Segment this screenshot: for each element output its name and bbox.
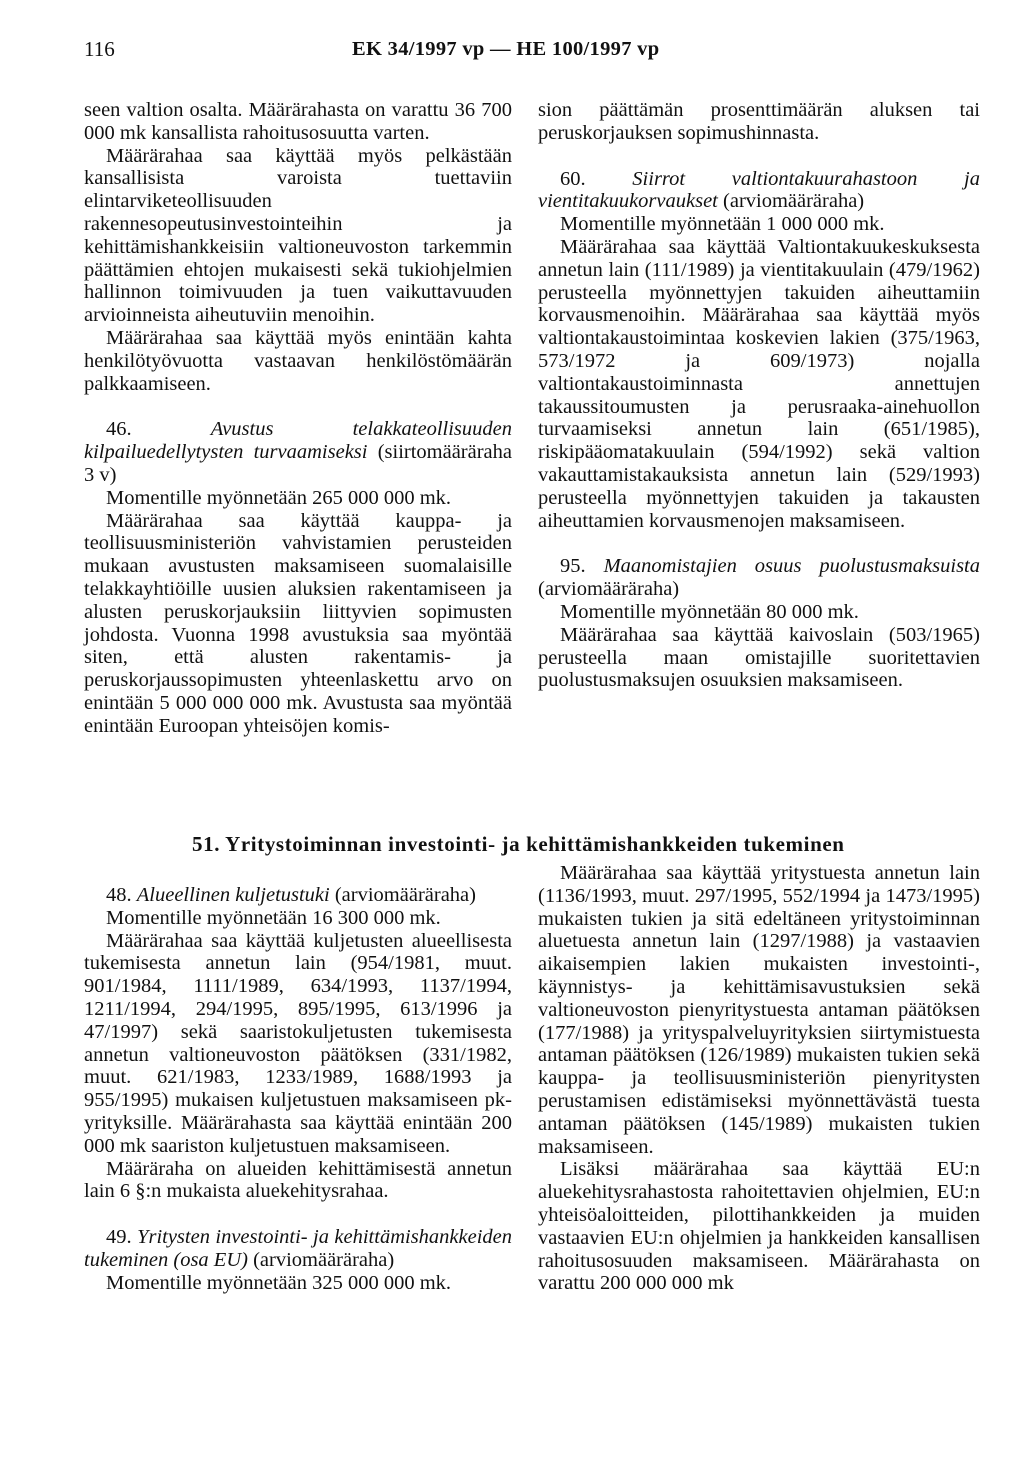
- item-number: 49.: [106, 1226, 132, 1249]
- paragraph: Määrärahaa saa käyttää myös enintään kahta henkilötyövuotta vastaavan henkilöstömäärän palkkaamiseen.: [84, 326, 512, 395]
- right-column-top: [538, 99, 980, 692]
- item-48: [84, 884, 512, 1203]
- paragraph: Määrärahaa saa käyttää yritystuesta annetun lain (1136/1993, muut. 297/1995, 552/1994 ja 1473/1995) mukaisten tukien ja sitä edeltäneen yritystoiminnan aluetuesta annetun lain (1297/1988) ja vastaavien aikaisempien lakien mukaisten investointi-, käynnistys- ja kehittämisavustuksien sekä valtioneuvoston pienyritystuesta antaman päätöksen (177/1988) ja yrityspalveluyrityksien siirtymistuesta antaman päätöksen (126/1989) mukaisten tukien sekä kauppa- ja teollisuusministeriön pienyritysten perustamisen edistämiseksi myönnettävästä tuesta antaman päätöksen (145/1989) mukaisten tukien maksamiseen.: [538, 862, 980, 1158]
- page-number: 116: [84, 37, 115, 61]
- momentti-line: Momentille myönnetään 1 000 000 mk.: [560, 213, 885, 236]
- item-49-title: [84, 1226, 512, 1272]
- item-number: 46.: [106, 418, 132, 441]
- paragraph: Määrärahaa saa käyttää kuljetusten alueellisesta tukemisesta annetun lain (954/1981, muut. 901/1984, 1111/1989, 634/1993, 1137/1994, 1211/1994, 294/1995, 895/1995, 613/1996 ja 47/1997) sekä saaristokuljetusten tukemisesta annetun valtioneuvoston päätöksen (331/1982, muut. 621/1983, 1233/1989, 1688/1993 ja 955/1995) mukaisen kuljetustuen maksamiseen pk-yrityksille. Määrärahasta saa käyttää enintään 200 000 mk saariston kuljetustuen maksamiseen.: [84, 929, 512, 1157]
- paragraph: Lisäksi määrärahaa saa käyttää EU:n aluekehitysrahastosta rahoitettavien ohjelmien, EU:n yhteisöaloitteiden, pilottihankkeiden ja muiden vastaavien EU:n ohjelmien ja hankkeiden kansallisen rahoitusosuuden maksamiseen. Määrärahasta on varattu 200 000 000 mk: [538, 1158, 980, 1295]
- running-header: EK 34/1997 vp — HE 100/1997 vp: [352, 38, 660, 60]
- left-column-bottom: [84, 884, 512, 1295]
- paragraph: sion päättämän prosenttimäärän aluksen tai peruskorjauksen sopimushinnasta.: [538, 99, 980, 144]
- right-column-bottom: [538, 862, 980, 1295]
- item-60-title: [538, 168, 980, 214]
- paragraph: seen valtion osalta. Määrärahasta on varattu 36 700 000 mk kansallista rahoitusosuutta varten.: [84, 99, 512, 144]
- item-title-text: Avustus telakkateollisuuden kilpailuedellytysten turvaamiseksi: [84, 418, 512, 464]
- item-number: 48.: [106, 884, 132, 906]
- item-title-text: Yritysten investointi- ja kehittämishankkeiden tukeminen (osa EU): [84, 1226, 513, 1271]
- item-49: [84, 1226, 512, 1294]
- item-46-title: [84, 418, 512, 486]
- item-48-title: [84, 884, 512, 907]
- paragraph: Määrärahaa saa käyttää kauppa- ja teollisuusministeriön vahvistamien perusteiden mukaan avustusten maksamiseen suomalaisille telakkayhtiöille uusien aluksien rakentamiseen ja alusten peruskorjauksiin liittyvien sopimusten johdosta. Vuonna 1998 avustuksia saa myöntää siten, että alusten rakentamis- ja peruskorjaussopimusten yhteenlaskettu arvo on enintään 5 000 000 000 mk. Avustusta saa myöntää enintään Euroopan yhteisöjen komis-: [84, 509, 512, 737]
- item-title-text: Maanomistajien osuus puolustusmaksuista: [603, 555, 981, 578]
- item-title-text: Alueellinen kuljetustuki: [136, 884, 330, 906]
- item-46: [84, 418, 512, 737]
- paragraph: Määrärahaa saa käyttää myös pelkästään kansallisista varoista tuettaviin elintarviketeollisuuden rakennesopeutusinvestointeihin ja kehittämishankkeisiin valtioneuvoston tarkemmin päättämien ehtojen mukaisesti sekä tukiohjelmien hallinnon toimivuuden ja tuen vaikuttavuuden arvioinneista aiheutuviin menoihin.: [84, 144, 512, 327]
- item-type: (arviomääräraha): [253, 1248, 395, 1271]
- paragraph: Määrärahaa saa käyttää Valtiontakuukeskuksesta annetun lain (111/1989) ja vientitakuulain (479/1962) perusteella myönnettyjen takuiden aiheuttamiin korvausmenoihin. Määrärahaa saa käyttää myös valtiontakaustoimintaa koskevien lakien (375/1963, 573/1972 ja 609/1973) nojalla valtiontakaustoiminnasta annettujen takaussitoumusten ja perusraaka-ainehuollon turvaamiseksi annetun lain (651/1985), riskipääomatakuulain (594/1992) sekä valtion vakauttamistakauksista annetun lain (529/1993) perusteella myönnettyjen takuiden ja takausten aiheuttamien korvausmenojen maksamiseen.: [538, 235, 980, 532]
- item-type: (siirtomääräraha 3 v): [84, 441, 512, 486]
- section-heading: 51. Yritystoiminnan investointi- ja kehittämishankkeiden tukeminen: [192, 832, 845, 856]
- item-number: 95.: [560, 555, 586, 578]
- item-95-title: [538, 555, 980, 601]
- momentti-line: Momentille myönnetään 265 000 000 mk.: [106, 486, 452, 509]
- item-title-text: Siirrot valtiontakuurahastoon ja vientitakuukorvaukset: [538, 167, 980, 213]
- item-type: (arviomääräraha): [723, 190, 865, 213]
- left-column-top: [84, 99, 512, 738]
- momentti-line: Momentille myönnetään 16 300 000 mk.: [106, 906, 441, 929]
- item-type: (arviomääräraha): [334, 884, 476, 906]
- paragraph: Määrärahaa saa käyttää kaivoslain (503/1965) perusteella maan omistajille suoritettavien puolustusmaksujen osuuksien maksamiseen.: [538, 623, 980, 692]
- item-60: [538, 168, 980, 533]
- momentti-line: Momentille myönnetään 325 000 000 mk.: [106, 1271, 452, 1294]
- item-type: (arviomääräraha): [538, 578, 680, 601]
- item-95: [538, 555, 980, 692]
- item-number: 60.: [560, 167, 586, 190]
- momentti-line: Momentille myönnetään 80 000 mk.: [560, 600, 859, 623]
- paragraph: Määräraha on alueiden kehittämisestä annetun lain 6 §:n mukaista aluekehitysrahaa.: [84, 1157, 512, 1203]
